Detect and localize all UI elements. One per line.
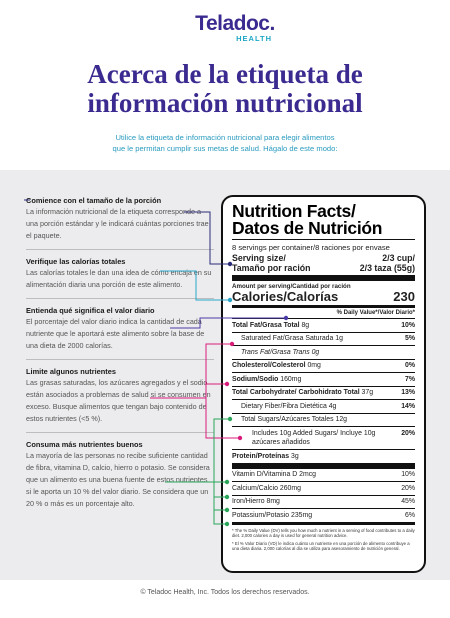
vitamin-row xyxy=(232,469,415,482)
nutrition-facts-label xyxy=(221,195,426,573)
nutrient-dv: 13% xyxy=(401,389,415,396)
nutrient-row xyxy=(232,426,415,449)
teladoc-logo xyxy=(180,12,290,43)
divider xyxy=(26,249,214,250)
nutrient-row xyxy=(232,332,415,346)
vitamin-dv: 20% xyxy=(401,484,415,492)
section-daily-value: Entienda qué significa el valor diario El porcentaje del valor diario indica la cantidad de cada nutriente que le aportará este alimento sobre la base de una dieta de 2000 calorías. xyxy=(26,306,205,350)
calories-row: Calories/Calorías 230 xyxy=(232,289,415,304)
section-serving-size: Comience con el tamaño de la porción La información nutricional de la etiqueta corresponde a una porción estándar y le indicará cuántas porciones trae el paquete. xyxy=(26,196,209,240)
nutrient-name: Trans Fat/Grasa Trans 0g xyxy=(241,348,320,356)
nutrient-name: Total Sugars/Azúcares Totales 12g xyxy=(241,416,347,423)
section-limit-nutrients: Limite algunos nutrientes Las grasas saturadas, los azúcares agregados y el sodio están asociados a problemas de salud si se consumen en exceso. Busque alimentos que tengan bajo contenido de estos nutrientes (<5 %). xyxy=(26,367,211,423)
amount-per-serving: Amount per serving/Cantidad por ración xyxy=(232,283,351,290)
nutrient-dv: 10% xyxy=(401,321,415,329)
nutrient-row xyxy=(232,372,415,386)
nutrient-name: Total Fat/Grasa Total 8g xyxy=(232,321,310,329)
nutrient-row xyxy=(232,345,415,359)
servings-per-container: 8 servings per container/8 raciones por envase xyxy=(232,243,390,252)
calories-value: 230 xyxy=(393,289,415,304)
nutrient-name: Cholesterol/Colesterol 0mg xyxy=(232,362,321,369)
guide-column xyxy=(26,196,214,510)
vitamin-row xyxy=(232,508,415,522)
vitamin-name: Calcium/Calcio 260mg xyxy=(232,484,301,492)
page-title: Acerca de la etiqueta de información nutricional xyxy=(87,59,363,118)
nutrient-dv: 5% xyxy=(405,335,415,342)
nutrient-dv: 14% xyxy=(401,402,415,410)
brand-name: Teladoc. xyxy=(195,12,275,35)
nutrient-row xyxy=(232,399,415,413)
rule xyxy=(232,239,415,240)
nutrient-name: Includes 10g Added Sugars/ Incluye 10g azúcares añadidos xyxy=(252,429,376,446)
nutrient-row xyxy=(232,386,415,400)
nutrient-name: Total Carbohydrate/ Carbohidrato Total 37g xyxy=(232,389,374,396)
nutrient-row xyxy=(232,449,415,463)
vitamin-row xyxy=(232,481,415,495)
nutrient-row xyxy=(232,359,415,373)
serving-size: Serving size/ Tamaño por ración 2/3 cup/ 2/3 taza (55g) xyxy=(232,253,415,273)
nutrient-rows xyxy=(232,318,415,463)
label-footnote: * The % Daily Value (DV) tells you how much a nutrient in a serving of food contributes to a daily diet. 2,000 calories a day is used for general nutrition advice. * El % Valor Diario (VD) le indica cuánto un nutriente en una porción de alimento contribuye a una dieta diaria. 2,000 calorías al día se utiliza para asesoramiento de nutrición general. xyxy=(232,527,415,552)
vitamin-dv: 10% xyxy=(401,471,415,478)
nutrient-name: Saturated Fat/Grasa Saturada 1g xyxy=(241,335,343,342)
nutrient-name: Protein/Proteínas 3g xyxy=(232,452,299,460)
nutrient-name: Sodium/Sodio 160mg xyxy=(232,375,302,383)
label-title: Nutrition Facts/ Datos de Nutrición xyxy=(232,201,383,238)
divider xyxy=(26,298,214,299)
vitamin-dv: 6% xyxy=(405,511,415,519)
vitamin-name: Iron/Hierro 8mg xyxy=(232,498,280,505)
nutrient-dv: 0% xyxy=(405,362,415,369)
section-calories: Verifique las calorías totales Las calorías totales le dan una idea de cómo encaja en su alimentación diaria una porción de este alimento. xyxy=(26,257,212,289)
vitamin-name: Vitamin D/Vitamina D 2mcg xyxy=(232,471,317,478)
nutrient-dv: 7% xyxy=(405,375,415,383)
vitamin-row xyxy=(232,495,415,509)
nutrient-row xyxy=(232,413,415,427)
nutrient-row xyxy=(232,318,415,332)
section-good-nutrients: Consuma más nutrientes buenos La mayoría de las personas no recibe suficiente cantidad de fibra, vitamina D, calcio, hierro o potasio. Se considera que un alimento es una buena fuente de estos nutrientes si le aporta un 10 % del valor diario. Se considera que un 20 % o más es un porcentaje alto. xyxy=(26,440,210,508)
intro-text: Utilice la etiqueta de información nutricional para elegir alimentos que le permitan cumplir sus metas de salud. Hágalo de este modo: xyxy=(112,133,338,153)
divider xyxy=(26,359,214,360)
nutrient-dv: 20% xyxy=(401,429,415,437)
nutrient-name: Dietary Fiber/Fibra Dietética 4g xyxy=(241,402,337,410)
vitamin-rows xyxy=(232,469,415,522)
vitamin-name: Potassium/Potasio 235mg xyxy=(232,511,313,519)
vitamin-dv: 45% xyxy=(401,498,415,505)
divider xyxy=(26,432,214,433)
copyright: © Teladoc Health, Inc. Todos los derechos reservados. xyxy=(140,589,310,596)
daily-value-header: % Daily Value*/Valor Diario* xyxy=(336,310,415,316)
brand-sub: HEALTH xyxy=(236,34,272,43)
